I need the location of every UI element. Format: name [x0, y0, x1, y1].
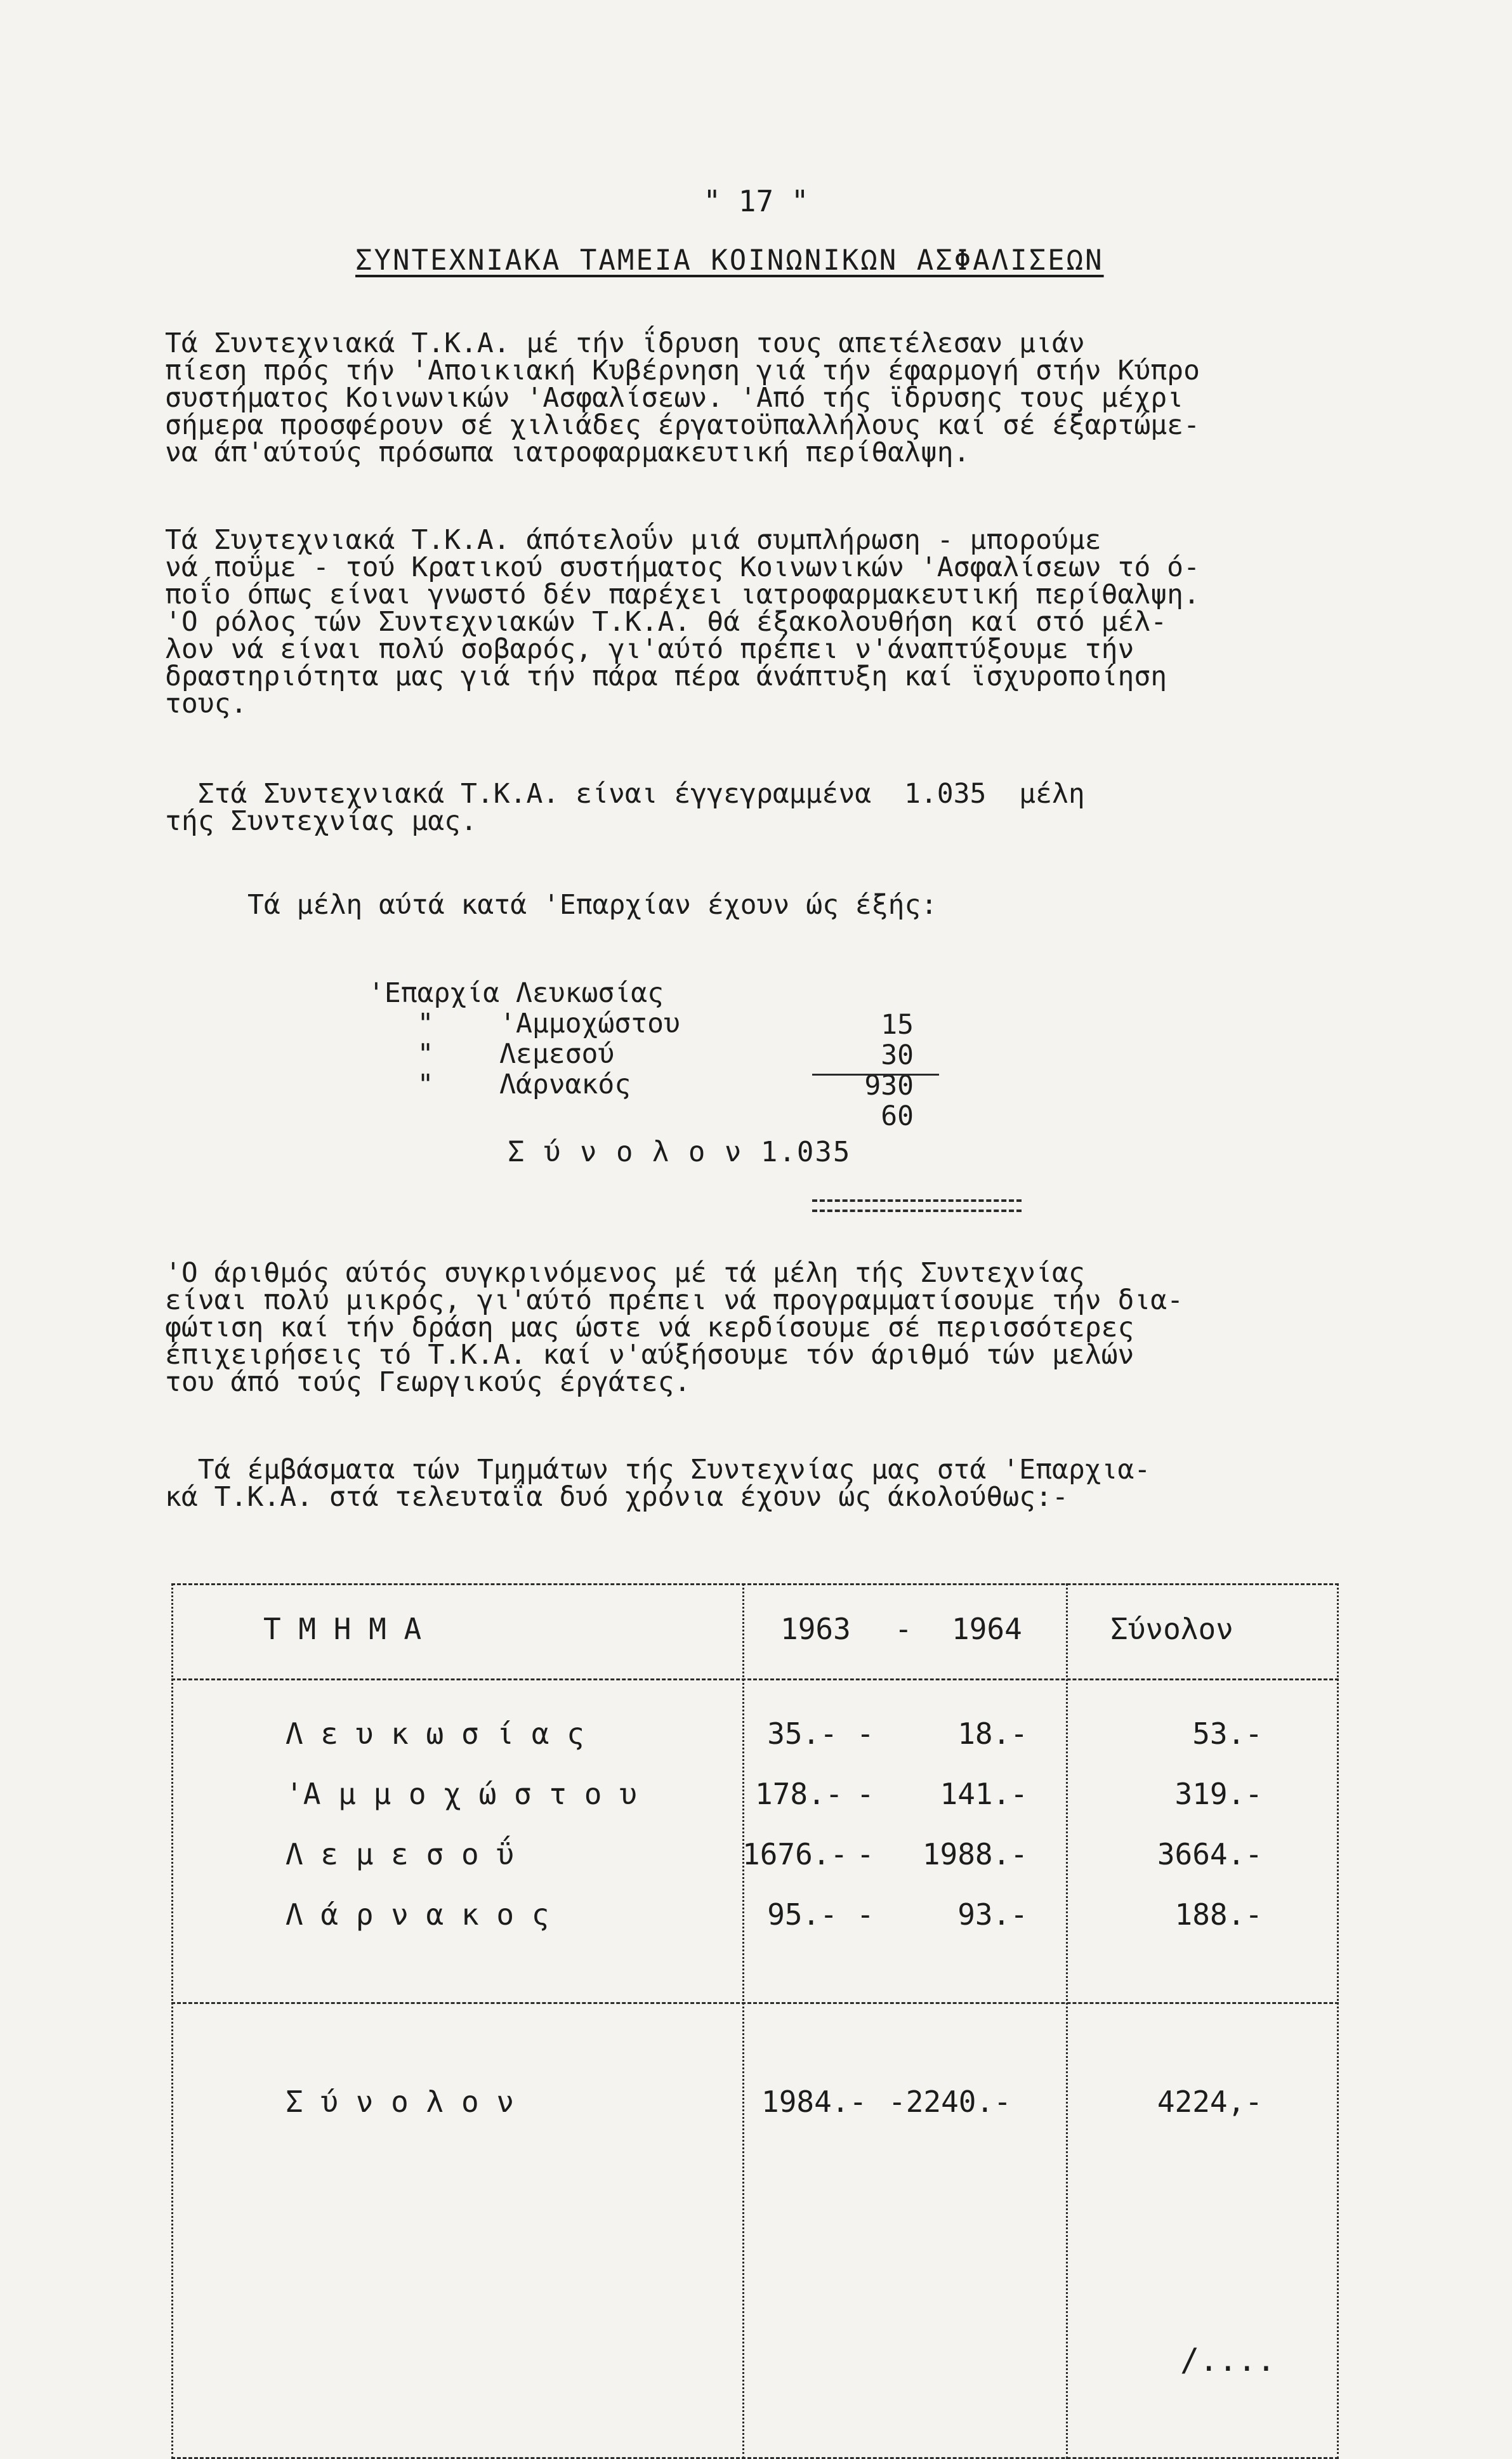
row-1963: 178.- — [755, 1777, 843, 1811]
paragraph-3: Στά Συντεχνιακά Τ.Κ.Α. είναι έγγεγραμμένα 1.035 μέλη τής Συντεχνίας μας. — [165, 778, 1085, 837]
paragraph-4: Τά μέλη αύτά κατά 'Επαρχίαν έχουν ώς έξής: — [247, 889, 938, 921]
header-section: Τ Μ Η Μ Α — [263, 1612, 422, 1646]
row-dash: - — [857, 1777, 874, 1811]
row-name: Λ ά ρ ν α κ ο ς — [286, 1897, 549, 1932]
province-total — [508, 1136, 851, 1168]
page-number: " 17 " — [703, 184, 809, 218]
province-label: 'Επαρχία Λευκωσίας — [368, 977, 664, 1009]
paragraph-6: Τά έμβάσματα τών Τμημάτων τής Συντεχνίας μας στά 'Επαρχια- κά Τ.Κ.Α. στά τελευταΐα δυό χρόνια έχουν ώς άκολούθως:- — [165, 1454, 1151, 1513]
table-border-top — [171, 1583, 1339, 1585]
continuation-mark: /.... — [1180, 2342, 1276, 2378]
row-1964: 1988.- — [922, 1837, 1028, 1871]
province-value: 930 — [864, 1070, 914, 1102]
province-label: " Λεμεσού — [368, 1038, 615, 1070]
province-value: 30 — [881, 1039, 914, 1071]
row-1963: 1676.- — [742, 1837, 848, 1871]
total-1964: -2240.- — [888, 2085, 1011, 2119]
row-1964: 18.- — [957, 1717, 1028, 1751]
document-title: ΣΥΝΤΕΧΝΙΑΚΑ ΤΑΜΕΙΑ ΚΟΙΝΩΝΙΚΩΝ ΑΣΦΑΛΙΣΕΩΝ — [355, 244, 1104, 277]
province-total-value: 1.035 — [760, 1136, 851, 1168]
header-1963: 1963 — [780, 1612, 851, 1646]
row-name: Λ ε υ κ ω σ ί α ς — [286, 1717, 584, 1751]
header-1964: 1964 — [952, 1612, 1022, 1646]
total-name: Σ ύ ν ο λ ο ν — [286, 2085, 515, 2119]
remittance-table — [171, 1583, 1339, 2459]
table-border-left — [171, 1583, 173, 2459]
row-total: 188.- — [1174, 1897, 1263, 1932]
row-total: 53.- — [1192, 1717, 1263, 1751]
row-name: Λ ε μ ε σ ο ΰ — [286, 1837, 515, 1871]
row-1964: 93.- — [957, 1897, 1028, 1932]
row-dash: - — [857, 1717, 874, 1751]
sum-rule — [812, 1074, 939, 1076]
row-1963: 95.- — [767, 1897, 838, 1932]
province-total-label: Σ ύ ν ο λ ο ν — [508, 1136, 743, 1168]
header-dash: - — [895, 1612, 912, 1646]
row-name: 'Α μ μ ο χ ώ σ τ ο υ — [286, 1777, 637, 1811]
header-divider — [171, 1678, 1339, 1680]
paragraph-5: 'Ο άριθμός αύτός συγκρινόμενος μέ τά μέλη τής Συντεχνίας είναι πολύ μικρός, γι'αύτό πρέπει νά προγραμματίσουμε τήν δια- φώτιση καί τήν δράση μας ώστε νά κερδίσουμε σέ περισσότερες έπιχειρήσεις τό Τ.Κ.Α. καί ν'αύξήσουμε τόν άριθμό τών μελών του άπό τούς Γεωργικούς έργάτες. — [165, 1257, 1184, 1398]
row-dash: - — [857, 1897, 874, 1932]
col-divider-1 — [742, 1583, 744, 2459]
province-value: 15 — [881, 1009, 914, 1041]
province-label: " 'Αμμοχώστου — [368, 1008, 680, 1039]
paragraph-1: Τά Συντεχνιακά Τ.Κ.Α. μέ τήν ΐδρυση τους απετέλεσαν μιάν πίεση πρός τήν 'Αποικιακή Κυβέρνηση γιά τήν έφαρμογή στήν Κύπρο συστήματος Κοινωνικών 'Ασφαλίσεων. 'Από τής ϊδρυσης τους μέχρι σήμερα προσφέρουν σέ χιλιάδες έργατοϋπαλλήλους καί σέ έξαρτώμε- να άπ'αύτούς πρόσωπα ιατροφαρμακευτική περίθαλψη. — [165, 327, 1200, 468]
total-sum: 4224,- — [1157, 2085, 1263, 2119]
total-1963: 1984.- — [761, 2085, 867, 2119]
province-list — [368, 946, 939, 1132]
row-1963: 35.- — [767, 1717, 838, 1751]
col-divider-2 — [1066, 1583, 1068, 2459]
province-value: 60 — [881, 1100, 914, 1132]
province-label: " Λάρνακός — [368, 1069, 631, 1100]
double-rule-top — [812, 1199, 1022, 1202]
row-total: 319.- — [1174, 1777, 1263, 1811]
row-dash: - — [857, 1837, 874, 1871]
paragraph-2: Τά Συντεχνιακά Τ.Κ.Α. άπότελοΰν μιά συμπλήρωση - μπορούμε νά ποΰμε - τού Κρατικού συστήματος Κοινωνικών 'Ασφαλίσεων τό ό- ποΐο όπως είναι γνωστό δέν παρέχει ιατροφαρμακευτική περίθαλψη. 'Ο ρόλος τών Συντεχνιακών Τ.Κ.Α. θά έξακολουθήση καί στό μέλ- λον νά είναι πολύ σοβαρός, γι'αύτό πρέπει ν'άναπτύξουμε τήν δραστηριότητα μας γιά τήν πάρα πέρα άνάπτυξη καί ϊσχυροποίηση τους. — [165, 524, 1200, 720]
header-total: Σύνολον — [1110, 1612, 1233, 1646]
double-rule-bottom — [812, 1210, 1022, 1212]
table-border-right — [1337, 1583, 1339, 2459]
total-divider — [171, 2002, 1339, 2004]
row-1964: 141.- — [940, 1777, 1028, 1811]
row-total: 3664.- — [1157, 1837, 1263, 1871]
